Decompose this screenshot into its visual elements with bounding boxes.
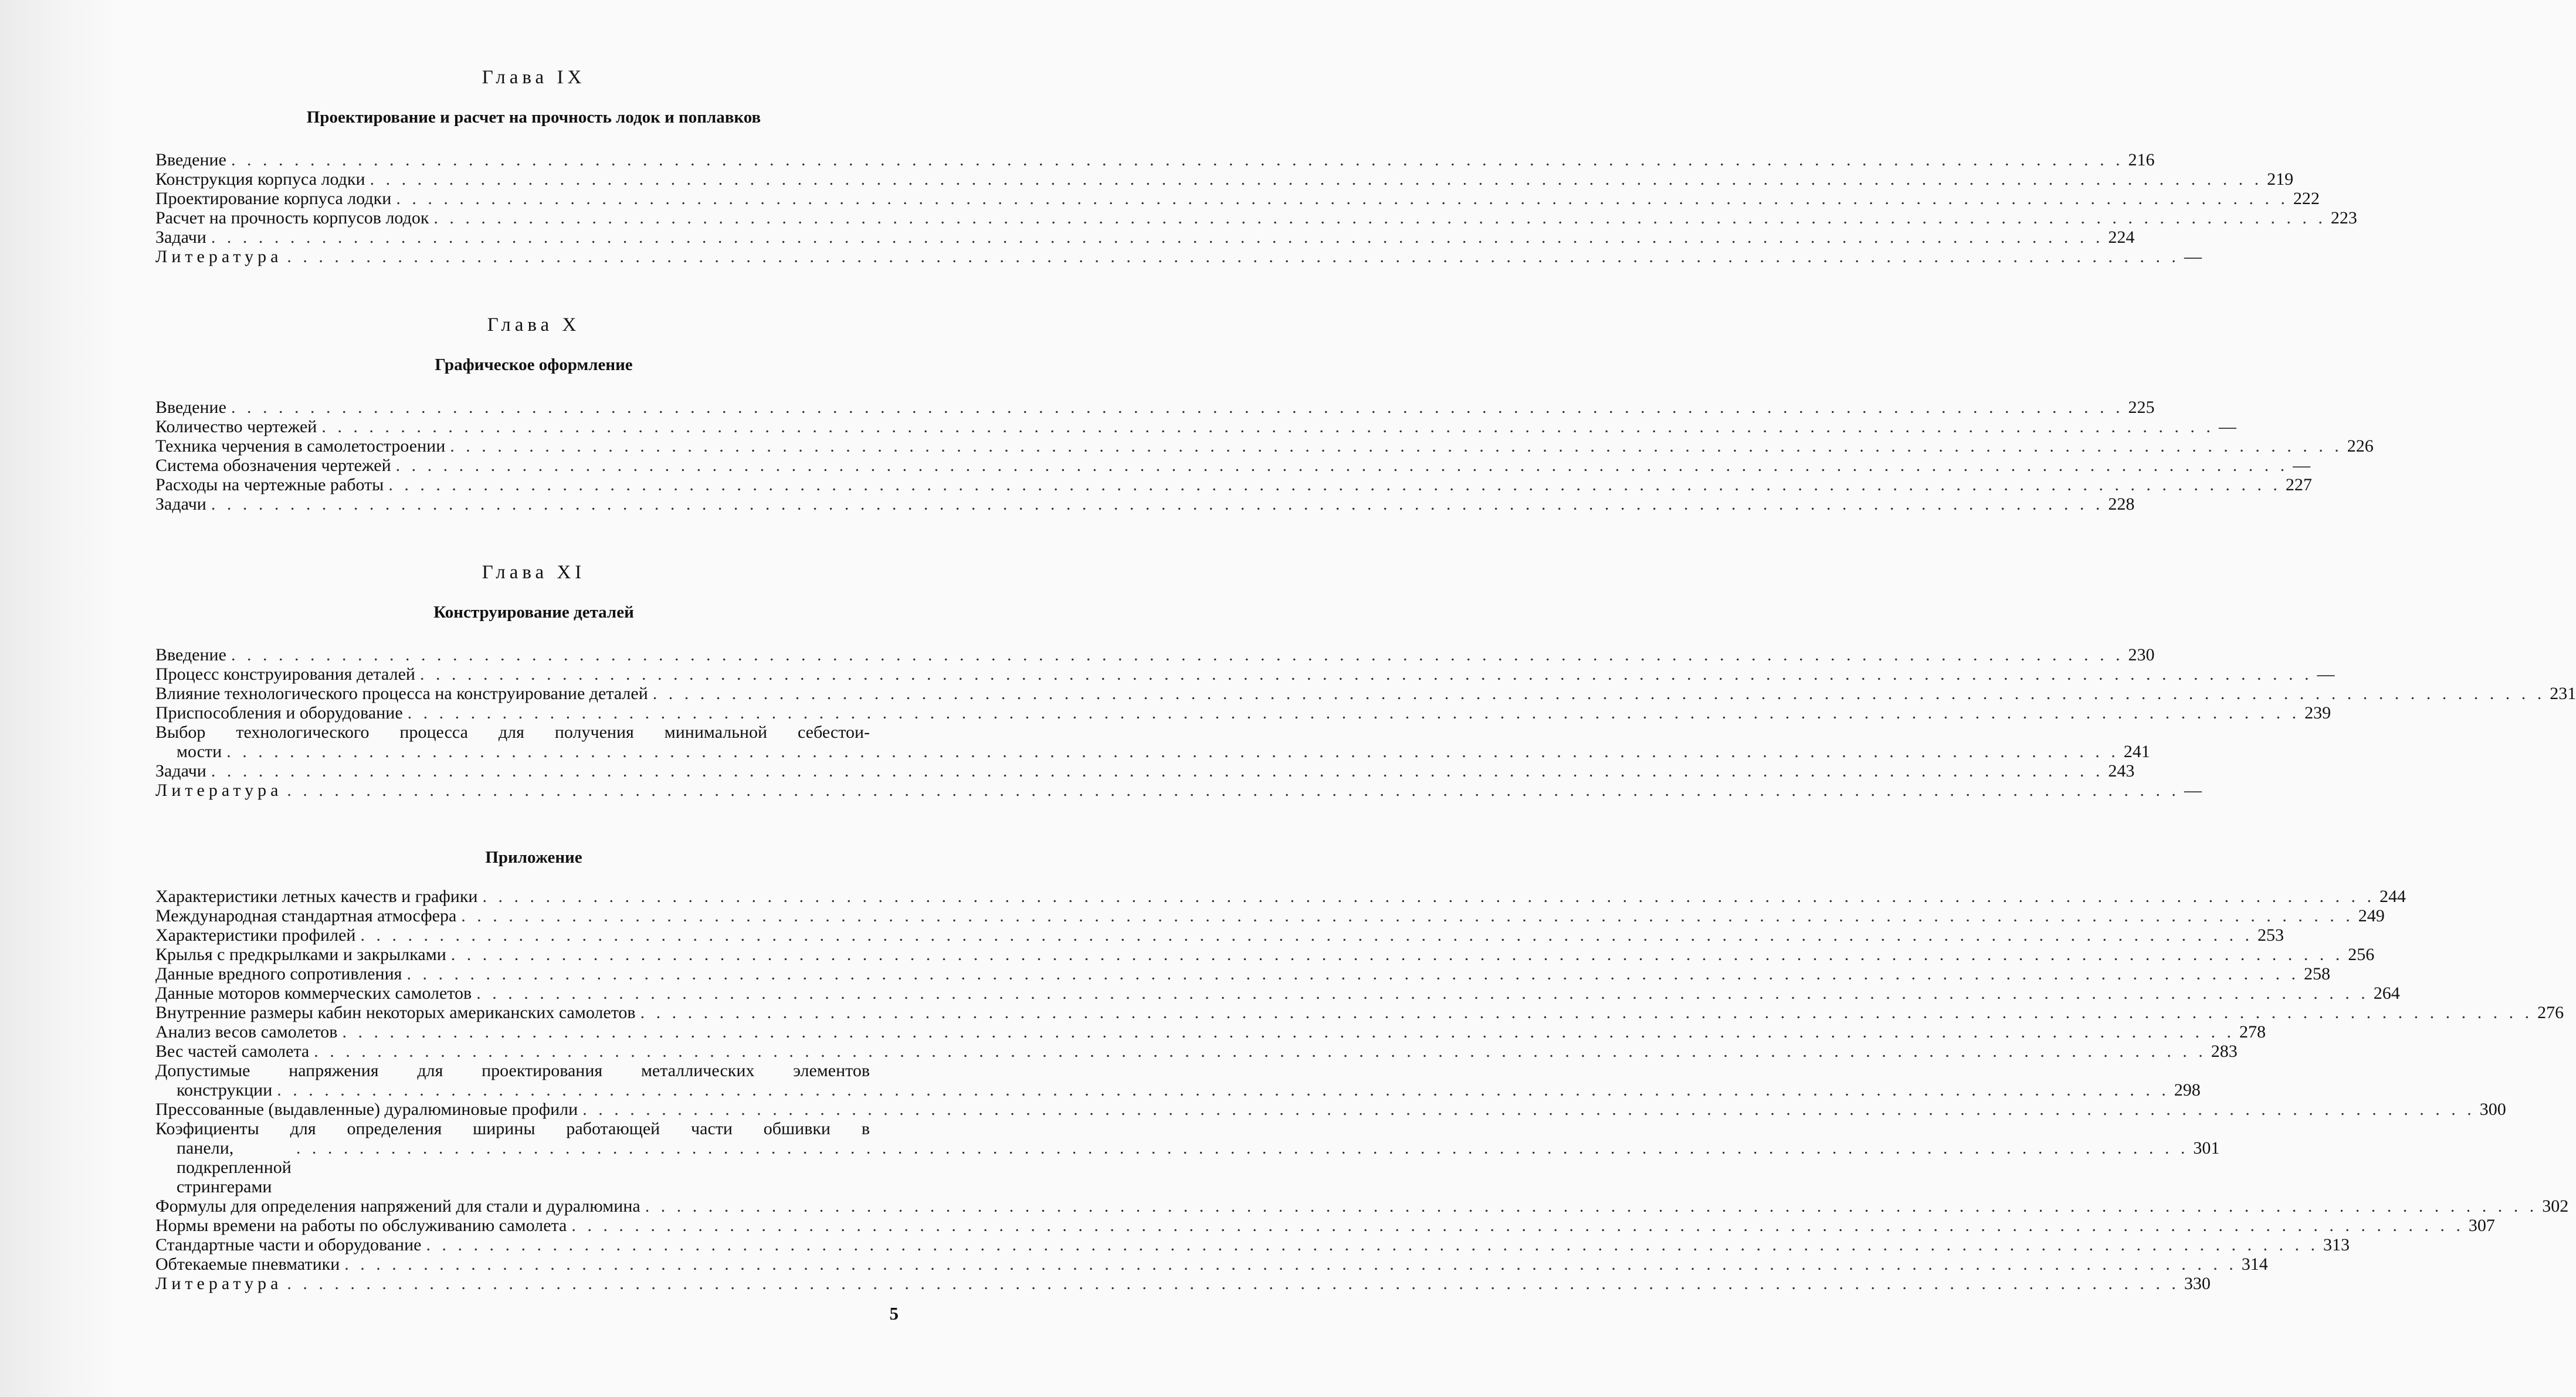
- entry-title: Приспособления и оборудование: [155, 703, 403, 723]
- toc-entry: [155, 208, 2357, 228]
- chapter-label: Глава X: [487, 314, 581, 335]
- entry-page: 301: [2193, 1138, 2220, 1158]
- entry-page: 222: [2293, 189, 2320, 208]
- toc-entry: [155, 781, 2202, 800]
- entry-title: Характеристики летных качеств и графики: [155, 887, 478, 906]
- toc-entry: [155, 1100, 2506, 1119]
- toc-entry: [155, 398, 2155, 417]
- dot-leader: . . . . . . . . . . . . . . . . . . . . . . . . . . . . . . . . . . . . . . . . . . . . . . . . . . . . . . . . . . . . . . . . . . . . . . . . . . . . . . . . . . . . . . . . . . . . . . . . . . . . . . . . . . . . . . . . . . . . . . . .: [406, 964, 2299, 984]
- entry-page: 224: [2108, 228, 2135, 247]
- dot-leader: . . . . . . . . . . . . . . . . . . . . . . . . . . . . . . . . . . . . . . . . . . . . . . . . . . . . . . . . . . . . . . . . . . . . . . . . . . . . . . . . . . . . . . . . . . . . . . . . . . . . . . . . . . . . . . . . . . . . . . . .: [582, 1100, 2475, 1119]
- entry-title: Техника черчения в самолетостроении: [155, 436, 446, 456]
- toc-entry: [155, 906, 2385, 925]
- dot-leader: . . . . . . . . . . . . . . . . . . . . . . . . . . . . . . . . . . . . . . . . . . . . . . . . . . . . . . . . . . . . . . . . . . . . . . . . . . . . . . . . . . . . . . . . . . . . . . . . . . . . . . . . . . . . . . . . . . . . . . . .: [344, 1254, 2237, 1274]
- entry-title: Литература: [155, 247, 283, 266]
- entry-page: —: [2317, 664, 2335, 684]
- dot-leader: . . . . . . . . . . . . . . . . . . . . . . . . . . . . . . . . . . . . . . . . . . . . . . . . . . . . . . . . . . . . . . . . . . . . . . . . . . . . . . . . . . . . . . . . . . . . . . . . . . . . . . . . . . . . . . . . . . . . . . . .: [645, 1196, 2538, 1216]
- entry-page: 223: [2330, 208, 2357, 228]
- dot-leader: . . . . . . . . . . . . . . . . . . . . . . . . . . . . . . . . . . . . . . . . . . . . . . . . . . . . . . . . . . . . . . . . . . . . . . . . . . . . . . . . . . . . . . . . . . . . . . . . . . . . . . . . . . . . . . . . . . . . . . . .: [640, 1003, 2533, 1022]
- dot-leader: . . . . . . . . . . . . . . . . . . . . . . . . . . . . . . . . . . . . . . . . . . . . . . . . . . . . . . . . . . . . . . . . . . . . . . . . . . . . . . . . . . . . . . . . . . . . . . . . . . . . . . . . . . . . . . . . . . . . . . . .: [360, 925, 2253, 945]
- entry-title: Введение: [155, 398, 226, 417]
- entry-page: 228: [2108, 494, 2135, 514]
- toc-entry: [155, 436, 2374, 456]
- entry-title: Коэфициенты для определения ширины работающей части обшивки в: [155, 1119, 870, 1138]
- entry-page: 264: [2373, 984, 2400, 1003]
- chapter-label: Глава IX: [482, 67, 586, 88]
- dot-leader: . . . . . . . . . . . . . . . . . . . . . . . . . . . . . . . . . . . . . . . . . . . . . . . . . . . . . . . . . . . . . . . . . . . . . . . . . . . . . . . . . . . . . . . . . . . . . . . . . . . . . . . . . . . . . . . . . . . . . . . .: [287, 247, 2180, 266]
- entry-title: Задачи: [155, 494, 206, 514]
- entry-page: 219: [2267, 169, 2294, 189]
- chapter-heading: Графическое оформление: [435, 355, 633, 374]
- dot-leader: . . . . . . . . . . . . . . . . . . . . . . . . . . . . . . . . . . . . . . . . . . . . . . . . . . . . . . . . . . . . . . . . . . . . . . . . . . . . . . . . . . . . . . . . . . . . . . . . . . . . . . . . . . . . . . . . . . . . . . . .: [461, 906, 2354, 925]
- page-shadow: [0, 0, 117, 1397]
- dot-leader: . . . . . . . . . . . . . . . . . . . . . . . . . . . . . . . . . . . . . . . . . . . . . . . . . . . . . . . . . . . . . . . . . . . . . . . . . . . . . . . . . . . . . . . . . . . . . . . . . . . . . . . . . . . . . . . . . . . . . . . .: [211, 228, 2104, 247]
- chapter-ix: [155, 65, 2357, 266]
- entry-title: Выбор технологического процесса для получения минимальной себестои-: [155, 723, 870, 742]
- entry-page: 283: [2211, 1042, 2238, 1061]
- toc-entry: [155, 247, 2202, 266]
- dot-leader: . . . . . . . . . . . . . . . . . . . . . . . . . . . . . . . . . . . . . . . . . . . . . . . . . . . . . . . . . . . . . . . . . . . . . . . . . . . . . . . . . . . . . . . . . . . . . . . . . . . . . . . . . . . . . . . . . . . . . . . .: [314, 1042, 2206, 1061]
- dot-leader: . . . . . . . . . . . . . . . . . . . . . . . . . . . . . . . . . . . . . . . . . . . . . . . . . . . . . . . . . . . . . . . . . . . . . . . . . . . . . . . . . . . . . . . . . . . . . . . . . . . . . . . . . . . . . . . . . . . . . . . .: [426, 1235, 2319, 1254]
- toc-entry: [155, 150, 2155, 169]
- entry-title: Анализ весов самолетов: [155, 1022, 338, 1042]
- dot-leader: . . . . . . . . . . . . . . . . . . . . . . . . . . . . . . . . . . . . . . . . . . . . . . . . . . . . . . . . . . . . . . . . . . . . . . . . . . . . . . . . . . . . . . . . . . . . . . . . . . . . . . . . . . . . . . . . . . . . . . . .: [211, 494, 2104, 514]
- dot-leader: . . . . . . . . . . . . . . . . . . . . . . . . . . . . . . . . . . . . . . . . . . . . . . . . . . . . . . . . . . . . . . . . . . . . . . . . . . . . . . . . . . . . . . . . . . . . . . . . . . . . . . . . . . . . . . . . . . . . . . . .: [450, 945, 2344, 964]
- toc-entry: [155, 456, 2311, 475]
- toc-entry: [155, 494, 2135, 514]
- entry-title: Внутренние размеры кабин некоторых американских самолетов: [155, 1003, 636, 1022]
- chapter-heading: Конструирование деталей: [433, 603, 634, 622]
- toc-entry: [155, 964, 2330, 984]
- entry-title: Стандартные части и оборудование: [155, 1235, 422, 1254]
- toc-entry: [155, 645, 2155, 664]
- entry-title: Расчет на прочность корпусов лодок: [155, 208, 429, 228]
- entry-title: Задачи: [155, 228, 206, 247]
- entry-title: Данные моторов коммерческих самолетов: [155, 984, 472, 1003]
- entry-title: Международная стандартная атмосфера: [155, 906, 457, 925]
- dot-leader: . . . . . . . . . . . . . . . . . . . . . . . . . . . . . . . . . . . . . . . . . . . . . . . . . . . . . . . . . . . . . . . . . . . . . . . . . . . . . . . . . . . . . . . . . . . . . . . . . . . . . . . . . . . . . . . . . . . . . . . .: [370, 169, 2263, 189]
- dot-leader: . . . . . . . . . . . . . . . . . . . . . . . . . . . . . . . . . . . . . . . . . . . . . . . . . . . . . . . . . . . . . . . . . . . . . . . . . . . . . . . . . . . . . . . . . . . . . . . . . . . . . . . . . . . . . . . . . . . . . . . .: [321, 417, 2214, 436]
- entry-title: Влияние технологического процесса на конструирование деталей: [155, 684, 648, 703]
- entry-page: 302: [2542, 1196, 2569, 1216]
- toc-entry: [155, 1274, 2211, 1293]
- entry-page: 256: [2348, 945, 2375, 964]
- entry-page: 243: [2108, 761, 2135, 781]
- dot-leader: . . . . . . . . . . . . . . . . . . . . . . . . . . . . . . . . . . . . . . . . . . . . . . . . . . . . . . . . . . . . . . . . . . . . . . . . . . . . . . . . . . . . . . . . . . . . . . . . . . . . . . . . . . . . . . . . . . . . . . . .: [482, 887, 2375, 906]
- toc-entry: [155, 228, 2135, 247]
- toc-entry: [155, 925, 2284, 945]
- toc-entry: [155, 984, 2400, 1003]
- toc-entry: [155, 1216, 2495, 1235]
- entry-title-continued: конструкции: [177, 1080, 273, 1100]
- toc-entry: [155, 664, 2335, 684]
- entry-page: 216: [2128, 150, 2155, 169]
- toc-entry: [155, 1003, 2564, 1022]
- entry-page: 249: [2358, 906, 2385, 925]
- dot-leader: . . . . . . . . . . . . . . . . . . . . . . . . . . . . . . . . . . . . . . . . . . . . . . . . . . . . . . . . . . . . . . . . . . . . . . . . . . . . . . . . . . . . . . . . . . . . . . . . . . . . . . . . . . . . . . . . . . . . . . . .: [226, 742, 2119, 761]
- dot-leader: . . . . . . . . . . . . . . . . . . . . . . . . . . . . . . . . . . . . . . . . . . . . . . . . . . . . . . . . . . . . . . . . . . . . . . . . . . . . . . . . . . . . . . . . . . . . . . . . . . . . . . . . . . . . . . . . . . . . . . . .: [277, 1080, 2170, 1100]
- entry-title: Характеристики профилей: [155, 925, 356, 945]
- dot-leader: . . . . . . . . . . . . . . . . . . . . . . . . . . . . . . . . . . . . . . . . . . . . . . . . . . . . . . . . . . . . . . . . . . . . . . . . . . . . . . . . . . . . . . . . . . . . . . . . . . . . . . . . . . . . . . . . . . . . . . . .: [476, 984, 2369, 1003]
- chapter-xi: [155, 560, 2576, 800]
- toc-entry: [155, 475, 2312, 494]
- entry-title: Обтекаемые пневматики: [155, 1254, 340, 1274]
- entry-page: —: [2293, 456, 2311, 475]
- dot-leader: . . . . . . . . . . . . . . . . . . . . . . . . . . . . . . . . . . . . . . . . . . . . . . . . . . . . . . . . . . . . . . . . . . . . . . . . . . . . . . . . . . . . . . . . . . . . . . . . . . . . . . . . . . . . . . . . . . . . . . . .: [388, 475, 2281, 494]
- toc-list: [155, 887, 2569, 1293]
- entry-page: 227: [2285, 475, 2312, 494]
- dot-leader: . . . . . . . . . . . . . . . . . . . . . . . . . . . . . . . . . . . . . . . . . . . . . . . . . . . . . . . . . . . . . . . . . . . . . . . . . . . . . . . . . . . . . . . . . . . . . . . . . . . . . . . . . . . . . . . . . . . . . . . .: [287, 781, 2180, 800]
- dot-leader: . . . . . . . . . . . . . . . . . . . . . . . . . . . . . . . . . . . . . . . . . . . . . . . . . . . . . . . . . . . . . . . . . . . . . . . . . . . . . . . . . . . . . . . . . . . . . . . . . . . . . . . . . . . . . . . . . . . . . . . .: [287, 1274, 2180, 1293]
- dot-leader: . . . . . . . . . . . . . . . . . . . . . . . . . . . . . . . . . . . . . . . . . . . . . . . . . . . . . . . . . . . . . . . . . . . . . . . . . . . . . . . . . . . . . . . . . . . . . . . . . . . . . . . . . . . . . . . . . . . . . . . .: [450, 436, 2343, 456]
- dot-leader: . . . . . . . . . . . . . . . . . . . . . . . . . . . . . . . . . . . . . . . . . . . . . . . . . . . . . . . . . . . . . . . . . . . . . . . . . . . . . . . . . . . . . . . . . . . . . . . . . . . . . . . . . . . . . . . . . . . . . . . .: [231, 645, 2124, 664]
- entry-page: —: [2184, 247, 2202, 266]
- dot-leader: . . . . . . . . . . . . . . . . . . . . . . . . . . . . . . . . . . . . . . . . . . . . . . . . . . . . . . . . . . . . . . . . . . . . . . . . . . . . . . . . . . . . . . . . . . . . . . . . . . . . . . . . . . . . . . . . . . . . . . . .: [211, 761, 2104, 781]
- toc-entry: [155, 417, 2236, 436]
- dot-leader: . . . . . . . . . . . . . . . . . . . . . . . . . . . . . . . . . . . . . . . . . . . . . . . . . . . . . . . . . . . . . . . . . . . . . . . . . . . . . . . . . . . . . . . . . . . . . . . . . . . . . . . . . . . . . . . . . . . . . . . .: [396, 189, 2289, 208]
- toc-entry: [155, 945, 2375, 964]
- toc-entry: [155, 703, 2331, 723]
- toc-entry: [155, 684, 2576, 703]
- toc-entry: [155, 1119, 2220, 1196]
- entry-title: Введение: [155, 150, 226, 169]
- entry-page: 258: [2303, 964, 2330, 984]
- entry-title: Формулы для определения напряжений для стали и дуралюмина: [155, 1196, 640, 1216]
- toc-entry: [155, 1254, 2268, 1274]
- appendix: [155, 846, 2569, 1293]
- dot-leader: . . . . . . . . . . . . . . . . . . . . . . . . . . . . . . . . . . . . . . . . . . . . . . . . . . . . . . . . . . . . . . . . . . . . . . . . . . . . . . . . . . . . . . . . . . . . . . . . . . . . . . . . . . . . . . . . . . . . . . . .: [342, 1022, 2235, 1042]
- entry-title: Количество чертежей: [155, 417, 317, 436]
- entry-page: 231: [2550, 684, 2576, 703]
- contents-column: [155, 65, 2576, 1293]
- dot-leader: . . . . . . . . . . . . . . . . . . . . . . . . . . . . . . . . . . . . . . . . . . . . . . . . . . . . . . . . . . . . . . . . . . . . . . . . . . . . . . . . . . . . . . . . . . . . . . . . . . . . . . . . . . . . . . . . . . . . . . . .: [433, 208, 2326, 228]
- dot-leader: . . . . . . . . . . . . . . . . . . . . . . . . . . . . . . . . . . . . . . . . . . . . . . . . . . . . . . . . . . . . . . . . . . . . . . . . . . . . . . . . . . . . . . . . . . . . . . . . . . . . . . . . . . . . . . . . . . . . . . . .: [296, 1138, 2189, 1158]
- toc-entry: [155, 887, 2406, 906]
- dot-leader: . . . . . . . . . . . . . . . . . . . . . . . . . . . . . . . . . . . . . . . . . . . . . . . . . . . . . . . . . . . . . . . . . . . . . . . . . . . . . . . . . . . . . . . . . . . . . . . . . . . . . . . . . . . . . . . . . . . . . . . .: [571, 1216, 2464, 1235]
- entry-page: 330: [2184, 1274, 2211, 1293]
- entry-title: Данные вредного сопротивления: [155, 964, 402, 984]
- entry-title: Расходы на чертежные работы: [155, 475, 384, 494]
- entry-page: 314: [2241, 1254, 2268, 1274]
- toc-entry: [155, 761, 2135, 781]
- toc-entry: [155, 1235, 2350, 1254]
- entry-title: Литература: [155, 781, 283, 800]
- entry-page: 225: [2128, 398, 2155, 417]
- dot-leader: . . . . . . . . . . . . . . . . . . . . . . . . . . . . . . . . . . . . . . . . . . . . . . . . . . . . . . . . . . . . . . . . . . . . . . . . . . . . . . . . . . . . . . . . . . . . . . . . . . . . . . . . . . . . . . . . . . . . . . . .: [231, 398, 2124, 417]
- entry-title: Задачи: [155, 761, 206, 781]
- toc-entry: [155, 1042, 2238, 1061]
- entry-title: Крылья с предкрылками и закрылками: [155, 945, 446, 964]
- page-number: 5: [889, 1303, 899, 1324]
- entry-title-continued: панели, подкрепленной стрингерами: [177, 1138, 292, 1196]
- toc-entry: [155, 189, 2320, 208]
- entry-page: 244: [2379, 887, 2406, 906]
- entry-page: 226: [2347, 436, 2374, 456]
- entry-page: 298: [2174, 1080, 2201, 1100]
- dot-leader: . . . . . . . . . . . . . . . . . . . . . . . . . . . . . . . . . . . . . . . . . . . . . . . . . . . . . . . . . . . . . . . . . . . . . . . . . . . . . . . . . . . . . . . . . . . . . . . . . . . . . . . . . . . . . . . . . . . . . . . .: [419, 664, 2313, 684]
- entry-title: Литература: [155, 1274, 283, 1293]
- entry-title: Вес частей самолета: [155, 1042, 310, 1061]
- toc-entry: [155, 1196, 2569, 1216]
- toc-list: [155, 398, 2374, 514]
- entry-title-continued: мости: [177, 742, 222, 761]
- entry-page: 313: [2323, 1235, 2350, 1254]
- entry-page: —: [2184, 781, 2202, 800]
- entry-page: 239: [2304, 703, 2331, 723]
- chapter-heading: Проектирование и расчет на прочность лодок и поплавков: [306, 108, 761, 127]
- entry-title: Конструкция корпуса лодки: [155, 169, 365, 189]
- entry-page: 307: [2468, 1216, 2495, 1235]
- toc-entry: [155, 723, 2150, 761]
- appendix-heading: Приложение: [485, 848, 582, 867]
- entry-page: 300: [2479, 1100, 2506, 1119]
- toc-entry: [155, 1061, 2201, 1100]
- toc-entry: [155, 169, 2294, 189]
- entry-title: Система обозначения чертежей: [155, 456, 391, 475]
- dot-leader: . . . . . . . . . . . . . . . . . . . . . . . . . . . . . . . . . . . . . . . . . . . . . . . . . . . . . . . . . . . . . . . . . . . . . . . . . . . . . . . . . . . . . . . . . . . . . . . . . . . . . . . . . . . . . . . . . . . . . . . .: [395, 456, 2289, 475]
- chapter-label: Глава XI: [482, 562, 586, 583]
- entry-title: Допустимые напряжения для проектирования металлических элементов: [155, 1061, 870, 1080]
- toc-list: [155, 645, 2576, 800]
- entry-title: Нормы времени на работы по обслуживанию самолета: [155, 1216, 567, 1235]
- dot-leader: . . . . . . . . . . . . . . . . . . . . . . . . . . . . . . . . . . . . . . . . . . . . . . . . . . . . . . . . . . . . . . . . . . . . . . . . . . . . . . . . . . . . . . . . . . . . . . . . . . . . . . . . . . . . . . . . . . . . . . . .: [231, 150, 2124, 169]
- entry-page: 278: [2239, 1022, 2266, 1042]
- entry-title: Прессованные (выдавленные) дуралюминовые профили: [155, 1100, 578, 1119]
- entry-page: —: [2218, 417, 2236, 436]
- entry-page: 253: [2257, 925, 2284, 945]
- toc-entry: [155, 1022, 2266, 1042]
- entry-page: 241: [2123, 742, 2150, 761]
- entry-page: 230: [2128, 645, 2155, 664]
- entry-title: Проектирование корпуса лодки: [155, 189, 392, 208]
- entry-title: Процесс конструирования деталей: [155, 664, 415, 684]
- chapter-x: [155, 312, 2374, 514]
- entry-title: Введение: [155, 645, 226, 664]
- toc-list: [155, 150, 2357, 266]
- dot-leader: . . . . . . . . . . . . . . . . . . . . . . . . . . . . . . . . . . . . . . . . . . . . . . . . . . . . . . . . . . . . . . . . . . . . . . . . . . . . . . . . . . . . . . . . . . . . . . . . . . . . . . . . . . . . . . . . . . . . . . . .: [652, 684, 2546, 703]
- dot-leader: . . . . . . . . . . . . . . . . . . . . . . . . . . . . . . . . . . . . . . . . . . . . . . . . . . . . . . . . . . . . . . . . . . . . . . . . . . . . . . . . . . . . . . . . . . . . . . . . . . . . . . . . . . . . . . . . . . . . . . . .: [407, 703, 2300, 723]
- entry-page: 276: [2537, 1003, 2564, 1022]
